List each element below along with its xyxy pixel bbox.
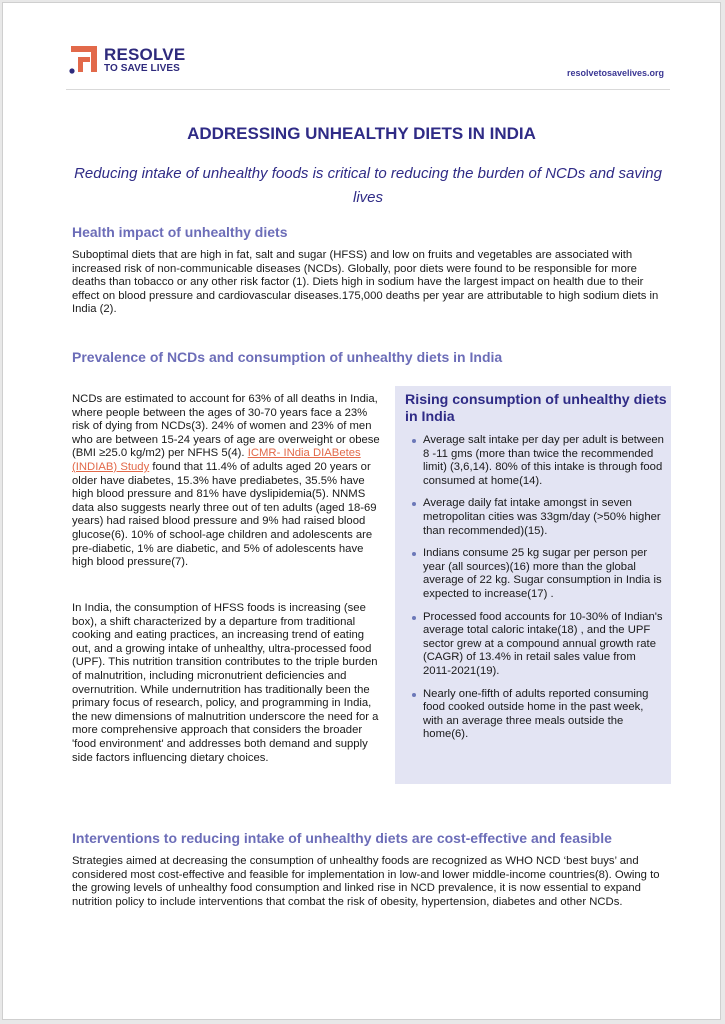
box-item-text: Average salt intake per day per adult is between 8 -11 gms (more than twice the recommended limit) (3,6,14). 80% of this intake is through food consumed at home(14). bbox=[423, 434, 664, 487]
prevalence-paragraph-1 bbox=[72, 393, 384, 570]
box-list-item bbox=[395, 434, 665, 488]
bullet-icon bbox=[412, 439, 416, 443]
box-item-text: Average daily fat intake amongst in seven metropolitan cities was 33gm/day (>50% higher than recommended)(15). bbox=[423, 497, 661, 537]
box-list-item bbox=[395, 497, 665, 538]
box-item-text: Processed food accounts for 10-30% of Indian's average total caloric intake(18) , and the UPF sector grew at a compound annual growth rate (CAGR) of 13.4% in retail sales value from 2011-2021(19). bbox=[423, 610, 663, 677]
prevalence-paragraph-2: In India, the consumption of HFSS foods is increasing (see box), a shift characterized by a departure from traditional cooking and eating practices, an increasing trend of eating out, and a growing intake of unhealthy, ultra-processed food (UPF). This nutrition transition contributes to the triple burden of malnutrition, including micronutrient deficiencies and overnutrition. While undernutrition has traditionally been the primary focus of research, policy, and programming in India, the new dimensions of malnutrition underscore the need for a more comprehensive approach that considers the broader 'food environment' and addresses both demand and supply side factors influencing dietary choices. bbox=[72, 602, 379, 764]
header-divider bbox=[66, 89, 670, 90]
bullet-icon bbox=[412, 552, 416, 556]
document-page bbox=[2, 2, 721, 1020]
resolve-logo-mark-icon bbox=[69, 45, 101, 75]
heading-interventions: Interventions to reducing intake of unhealthy diets are cost-effective and feasible bbox=[72, 830, 612, 846]
bullet-icon bbox=[412, 693, 416, 697]
health-impact-body: Suboptimal diets that are high in fat, salt and sugar (HFSS) and low on fruits and vegetables are associated with increased risk of non-communicable diseases (NCDs). Globally, poor diets were found to be responsible for more deaths than tobacco or any other risk factor (1). Diets high in sodium have the largest impact on health due to their effect on blood pressure and cardiovascular diseases.175,000 deaths per year are attributable to high sodium diets in India (2). bbox=[72, 249, 659, 316]
heading-prevalence: Prevalence of NCDs and consumption of unhealthy diets in India bbox=[72, 349, 503, 365]
box-item-text: Nearly one-fifth of adults reported consuming food cooked outside home in the past week, with an average three meals outside the home(6). bbox=[423, 687, 649, 741]
box-item-text: Indians consume 25 kg sugar per person per year (all sources)(16) more than the global average of 22 kg. Sugar consumption in India is expected to increase(17) . bbox=[423, 547, 662, 600]
page-subtitle: Reducing intake of unhealthy foods is critical to reducing the burden of NCDs and saving lives bbox=[74, 165, 662, 206]
rising-consumption-box bbox=[395, 386, 671, 784]
prevalence-text-a: NCDs are estimated to account for 63% of all deaths in India, where people between the ages of 30-70 years face a 23% risk of dying from NCDs(3). 24% of women and 23% of men who are between 15-24 years of age are overweight or obese (BMI ≥25.0 kg/m2) per NFHS 5(4). bbox=[72, 393, 380, 460]
bullet-icon bbox=[412, 616, 416, 620]
site-url-link[interactable]: resolvetosavelives.org bbox=[566, 68, 664, 78]
logo-line-2: TO SAVE LIVES bbox=[104, 63, 180, 74]
resolve-logo bbox=[69, 45, 189, 79]
box-title: Rising consumption of unhealthy diets in India bbox=[405, 392, 667, 425]
box-bullet-list bbox=[395, 434, 665, 751]
box-list-item bbox=[395, 611, 665, 679]
logo-line-1: RESOLVE bbox=[104, 45, 186, 64]
box-list-item bbox=[395, 688, 665, 742]
page-title: ADDRESSING UNHEALTHY DIETS IN INDIA bbox=[187, 124, 536, 143]
heading-health-impact: Health impact of unhealthy diets bbox=[72, 224, 288, 240]
prevalence-text-b: found that 11.4% of adults aged 20 years or older have diabetes, 15.3% have prediabetes, 35.5% have high blood pressure and 81% have dyslipidemia(5). NNMS data also suggests nearly three out of ten adults (aged 18-69 years) had raised blood pressure and 9% had raised blood glucose(6). 10% of school-age children and adolescents are pre-diabetic, 1% are diabetic, and 5% of adolescents have high blood pressure(7). bbox=[72, 460, 377, 569]
box-list-item bbox=[395, 547, 665, 601]
interventions-body: Strategies aimed at decreasing the consumption of unhealthy foods are recognized as WHO NCD ‘best buys’ and considered most cost-effective and feasible for implementation in low-and lower middle-income countries(8). Owing to the growing levels of unhealthy food consumption and linked rise in NCD prevalence, it is now essential to expand nutrition policy to include interventions that combat the risk of obesity, hypertension, diabetes and other NCDs. bbox=[72, 855, 660, 908]
bullet-icon bbox=[412, 502, 416, 506]
logo-wordmark bbox=[104, 46, 185, 74]
indiab-study-link[interactable]: ICMR- INdia DIABetes (INDIAB) Study bbox=[72, 447, 361, 473]
